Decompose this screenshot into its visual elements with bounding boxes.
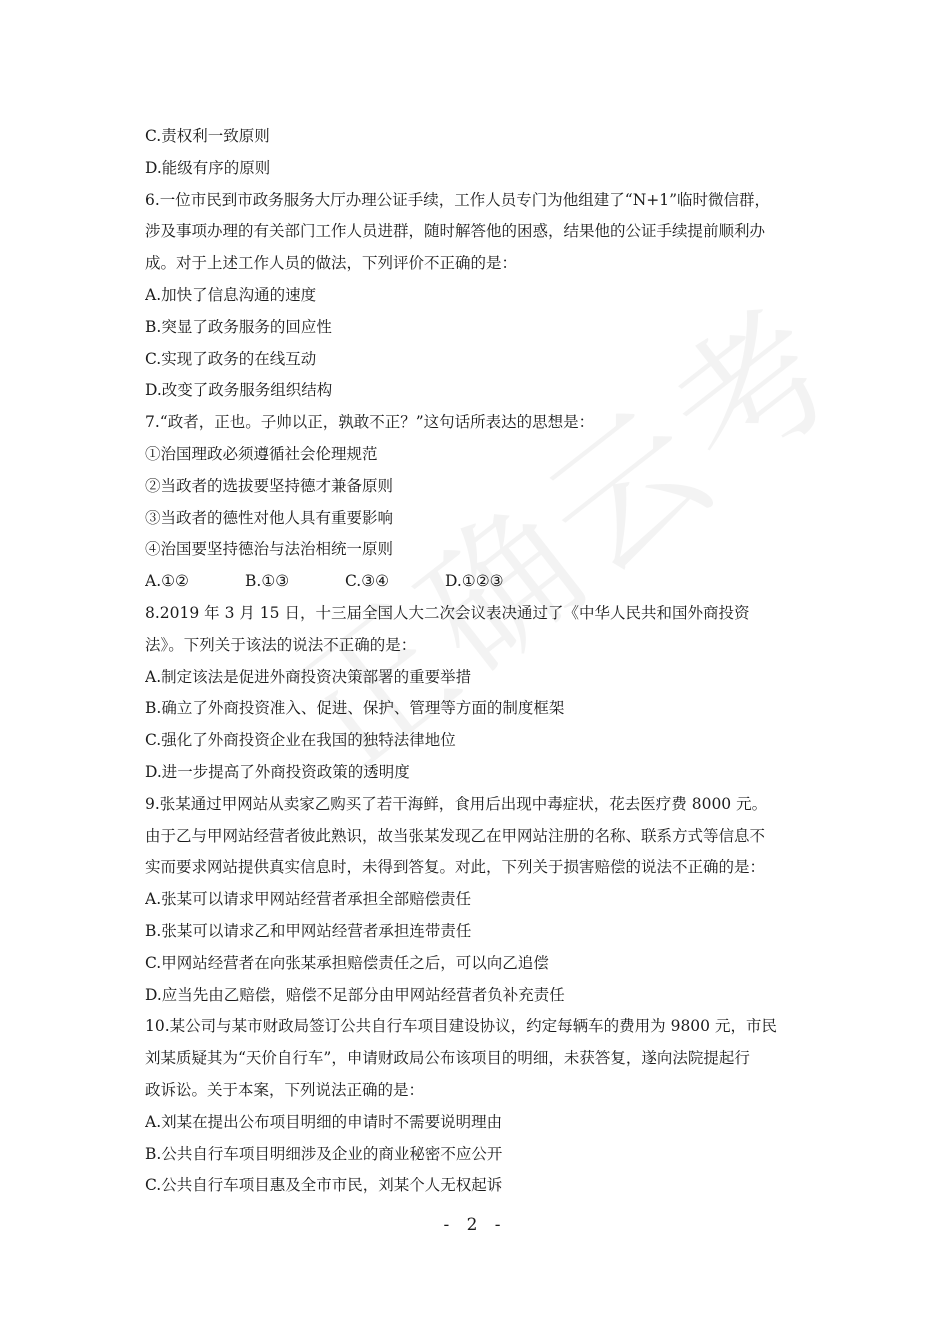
option-d: D.改变了政务服务组织结构 <box>145 381 333 400</box>
text-line: 政诉讼。关于本案，下列说法正确的是： <box>145 1080 425 1099</box>
option-d: D.进一步提高了外商投资政策的透明度 <box>145 762 410 781</box>
option-a: A.加快了信息沟通的速度 <box>145 285 317 304</box>
text-line: 涉及事项办理的有关部门工作人员进群，随时解答他的困惑，结果他的公证手续提前顺利办 <box>145 222 766 241</box>
option-c: C.甲网站经营者在向张某承担赔偿责任之后，可以向乙追偿 <box>145 953 549 972</box>
text-line: 成。对于上述工作人员的做法，下列评价不正确的是： <box>145 254 518 273</box>
option-b: B.突显了政务服务的回应性 <box>145 317 332 336</box>
option-a: A.①② <box>145 572 189 591</box>
statement-4: ④治国要坚持德治与法治相统一原则 <box>145 540 394 559</box>
text-line: 由于乙与甲网站经营者彼此熟识，故当张某发现乙在甲网站注册的名称、联系方式等信息不 <box>145 826 766 845</box>
question-7: 7.“政者，正也。子帅以正，孰敢不正？”这句话所表达的思想是： <box>145 413 595 432</box>
q7-options <box>145 566 815 598</box>
text-line: 法》。下列关于该法的说法不正确的是： <box>145 635 417 654</box>
option-d: D.①②③ <box>445 572 504 591</box>
statement-2: ②当政者的选拔要坚持德才兼备原则 <box>145 476 394 495</box>
question-8: 8.2019 年 3 月 15 日，十三届全国人大二次会议表决通过了《中华人民共和国外商投资 <box>145 603 750 622</box>
statement-1: ①治国理政必须遵循社会伦理规范 <box>145 444 378 463</box>
option-a: A.制定该法是促进外商投资决策部署的重要举措 <box>145 667 472 686</box>
document-body <box>145 121 815 1202</box>
option-c: C.公共自行车项目惠及全市市民，刘某个人无权起诉 <box>145 1176 503 1195</box>
text-line: D.能级有序的原则 <box>145 158 271 177</box>
option-c: C.强化了外商投资企业在我国的独特法律地位 <box>145 731 456 750</box>
text-line: 实而要求网站提供真实信息时，未得到答复。对此，下列关于损害赔偿的说法不正确的是： <box>145 858 766 877</box>
question-6: 6.一位市民到市政务服务大厅办理公证手续，工作人员专门为他组建了“N+1”临时微信群， <box>145 190 771 209</box>
option-a: A.张某可以请求甲网站经营者承担全部赔偿责任 <box>145 890 472 909</box>
question-9: 9.张某通过甲网站从卖家乙购买了若干海鲜，食用后出现中毒症状，花去医疗费 8000 元。 <box>145 794 768 813</box>
text-line: C.责权利一致原则 <box>145 127 270 145</box>
option-d: D.应当先由乙赔偿，赔偿不足部分由甲网站经营者负补充责任 <box>145 985 565 1004</box>
page-number: - 2 - <box>443 1215 507 1235</box>
option-b: B.①③ <box>245 572 290 591</box>
option-b: B.确立了外商投资准入、促进、保护、管理等方面的制度框架 <box>145 699 565 718</box>
statement-3: ③当政者的德性对他人具有重要影响 <box>145 508 394 527</box>
question-10: 10.某公司与某市财政局签订公共自行车项目建设协议，约定每辆车的费用为 9800 元，市民 <box>145 1017 777 1036</box>
option-b: B.张某可以请求乙和甲网站经营者承担连带责任 <box>145 921 472 940</box>
option-b: B.公共自行车项目明细涉及企业的商业秘密不应公开 <box>145 1144 503 1163</box>
text-line: 刘某质疑其为“天价自行车”，申请财政局公布该项目的明细，未获答复，遂向法院提起行 <box>145 1049 750 1068</box>
option-c: C.实现了政务的在线互动 <box>145 349 317 368</box>
option-a: A.刘某在提出公布项目明细的申请时不需要说明理由 <box>145 1112 503 1131</box>
option-c: C.③④ <box>345 572 390 591</box>
